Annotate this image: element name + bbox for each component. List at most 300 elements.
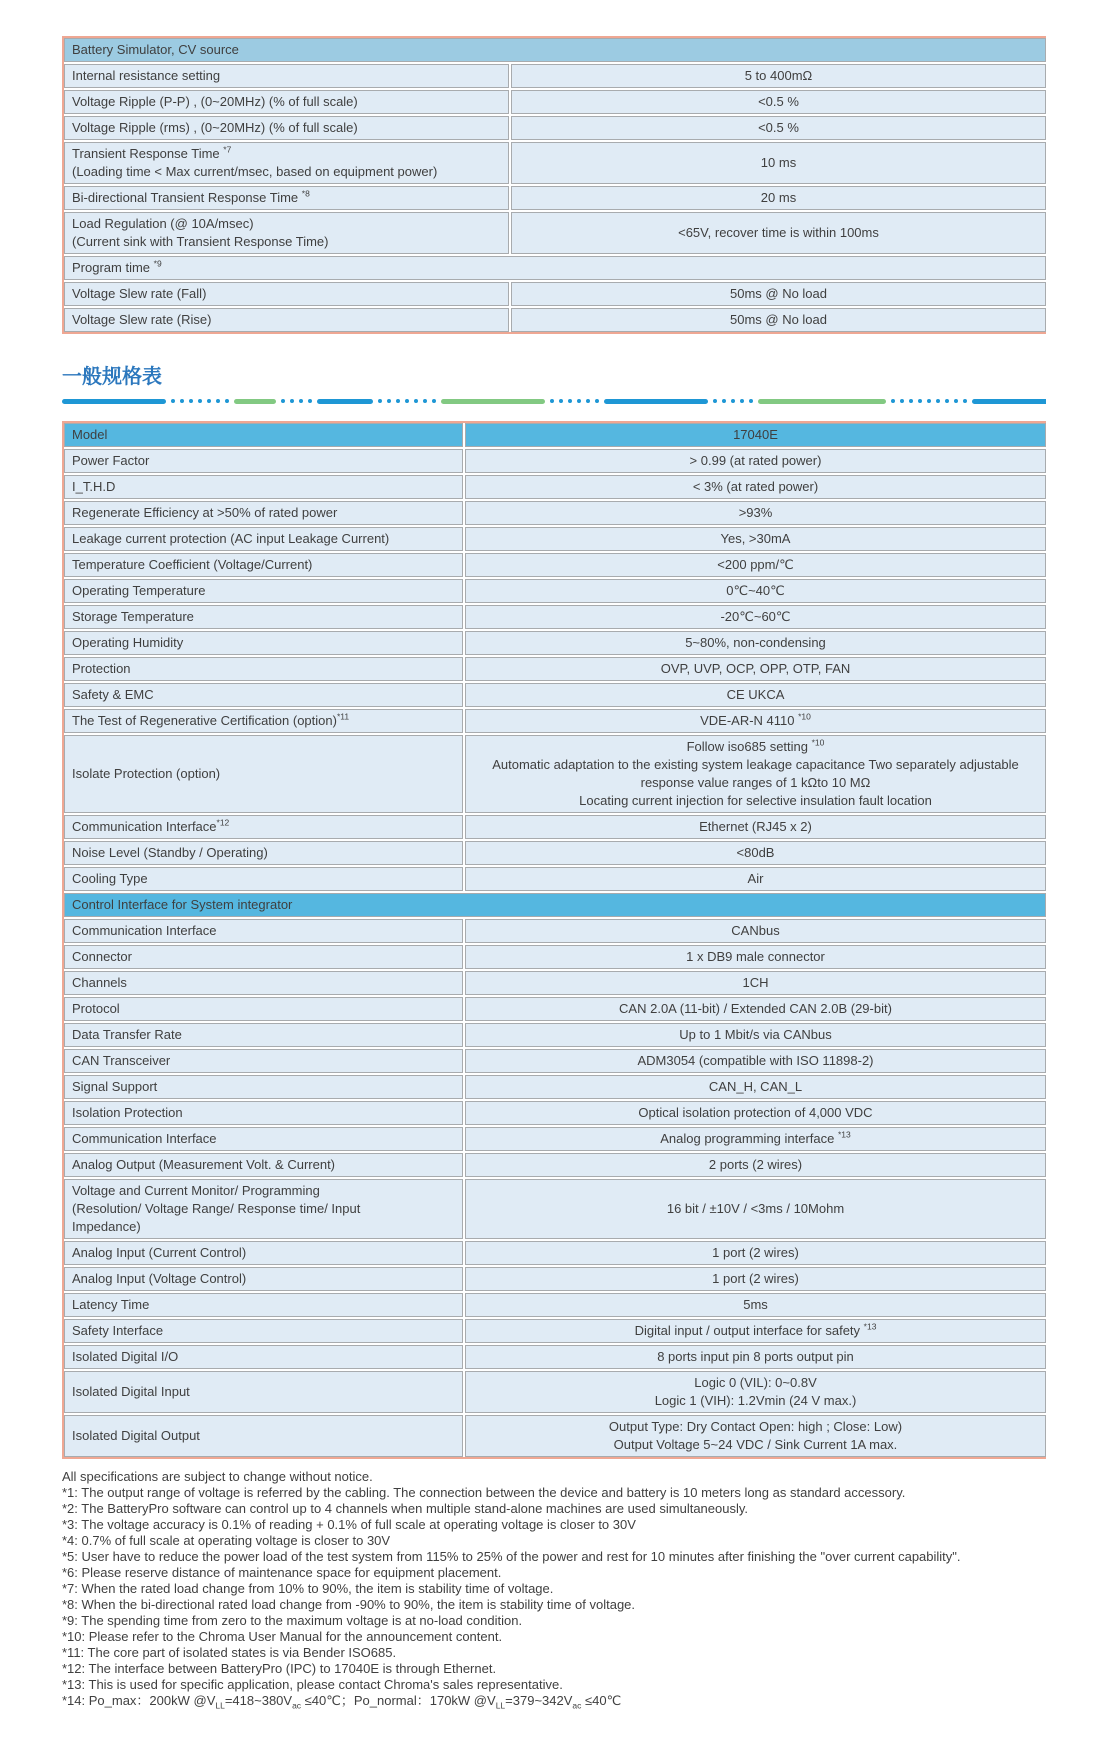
text-line: 1CH [742,975,769,990]
separator-dot [414,399,418,403]
table-row [64,90,1046,114]
spec-value-cell [465,945,1046,969]
general-spec-table [62,421,1046,1459]
text-line: (Current sink with Transient Response Time) [72,234,329,249]
table-row [64,212,1046,254]
separator-dot [731,399,735,403]
spec-value-cell [465,997,1046,1021]
table-row [64,1049,1046,1073]
spec-value-cell [465,1179,1046,1239]
spec-value-cell [465,815,1046,839]
superscript-note: *13 [863,1321,877,1332]
spec-label-cell [64,631,463,655]
text-line: < 3% (at rated power) [692,479,819,494]
footnote: *1: The output range of voltage is referred by the cabling. The connection between the device and battery is 10 meters long as standard accessory. [62,1485,906,1500]
text-line: Isolated Digital Output [72,1428,200,1443]
spec-value-cell [465,1101,1046,1125]
separator-dot [740,399,744,403]
spec-label-cell [64,945,463,969]
separator-dot [722,399,726,403]
separator-dot [586,399,590,403]
text-line: Signal Support [72,1079,158,1094]
text-line: Yes, >30mA [720,531,791,546]
table-row [64,1241,1046,1265]
text-line: Isolated Digital Input [72,1384,190,1399]
section-title: 一般规格表 [62,366,162,388]
table-header-row [64,38,1046,62]
text-line: Operating Temperature [72,583,206,598]
text-line: Leakage current protection (AC input Leakage Current) [72,531,390,546]
table-row [64,186,1046,210]
table-row [64,735,1046,813]
text-line: Analog Input (Voltage Control) [72,1271,247,1286]
table-row [64,475,1046,499]
text-line: Analog programming interface $^{*13}$ [660,1129,851,1146]
text-line: <0.5 % [758,94,799,109]
subscript-note: LL [495,1700,506,1711]
spec-label-cell [64,1293,463,1317]
subscript-note: LL [215,1700,225,1711]
separator-bar [62,399,166,404]
table-row [64,1179,1046,1239]
table-row [64,256,1046,280]
table-row [64,308,1046,332]
footnote: *5: User have to reduce the power load of the test system from 115% to 25% of the power and rest for 10 minutes after finishing the "over current capability". [62,1549,961,1564]
text-line: CANbus [731,923,780,938]
text-line: <65V, recover time is within 100ms [678,225,879,240]
spec-label-cell [64,1153,463,1177]
footnote: *12: The interface between BatteryPro (IPC) to 17040E is through Ethernet. [62,1661,497,1676]
table-row [64,116,1046,140]
table-row [64,867,1046,891]
table-row [64,1293,1046,1317]
text-line: Control Interface for System integrator [72,897,293,912]
subscript-note: ac [572,1700,582,1711]
separator-dot [171,399,175,403]
text-line: Optical isolation protection of 4,000 VDC [638,1105,873,1120]
table-row [64,1267,1046,1291]
text-line: Storage Temperature [72,609,194,624]
text-line: Connector [72,949,132,964]
text-line: Air [747,871,764,886]
text-line: Voltage Ripple (rms) , (0~20MHz) (% of full scale) [72,120,358,135]
spec-label-cell [64,867,463,891]
footnote: *3: The voltage accuracy is 0.1% of reading + 0.1% of full scale at operating voltage is closer to 30V [62,1517,636,1532]
text-line: Logic 0 (VIL): 0~0.8V [694,1375,817,1390]
spec-value-cell [465,449,1046,473]
footnote: All specifications are subject to change without notice. [62,1469,373,1484]
text-line: Safety Interface [72,1323,164,1338]
spec-value-cell [465,605,1046,629]
spec-label-cell [64,919,463,943]
text-line: Output Voltage 5~24 VDC / Sink Current 1A max. [613,1437,898,1452]
spec-label-cell [64,256,1046,280]
table-row [64,1345,1046,1369]
spec-value-cell [511,186,1046,210]
spec-label-cell [64,186,509,210]
separator-dot [891,399,895,403]
table-row [64,1075,1046,1099]
separator-dot [900,399,904,403]
text-line: Program time $^{*9}$ [72,258,162,275]
spec-label-cell [64,116,509,140]
spec-value-cell [465,553,1046,577]
spec-value-cell [511,64,1046,88]
spec-label-cell [64,527,463,551]
spec-value-cell [465,735,1046,813]
text-line: Communication Interface [72,923,217,938]
spec-value-cell [465,475,1046,499]
text-line: <80dB [736,845,775,860]
text-line: CAN_H, CAN_L [708,1079,803,1094]
spec-value-cell [465,841,1046,865]
separator-dot [216,399,220,403]
text-line: Internal resistance setting [72,68,221,83]
spec-label-cell [64,282,509,306]
footnote: *13: This is used for specific application, please contact Chroma's sales representative. [62,1677,563,1692]
text-line: The Test of Regenerative Certification (option)$^{*11}$ [72,711,350,728]
text-line: Impedance) [72,1219,141,1234]
superscript-note: *7 [223,144,232,155]
text-line: Transient Response Time $^{*7}$ [72,144,232,161]
battery-simulator-table [62,36,1046,334]
spec-label-cell [64,308,509,332]
table-header-cell [64,38,1046,62]
spec-value-cell [465,1267,1046,1291]
spec-label-cell [64,1101,463,1125]
text-line: 5~80%, non-condensing [685,635,826,650]
spec-label-cell [64,1023,463,1047]
table-row [64,1023,1046,1047]
spec-label-cell [64,90,509,114]
separator-dot [963,399,967,403]
text-line: Regenerate Efficiency at >50% of rated power [72,505,338,520]
section-header-cell [64,893,1046,917]
separator-bar [441,399,545,404]
text-line: Isolation Protection [72,1105,183,1120]
subscript-note: ac [292,1700,302,1711]
spec-value-cell [465,709,1046,733]
spec-label-cell [64,1127,463,1151]
separator-dot [954,399,958,403]
spec-value-cell [465,1075,1046,1099]
text-line: Protocol [72,1001,120,1016]
separator-dot [378,399,382,403]
text-line: 16 bit / ±10V / <3ms / 10Mohm [666,1201,845,1216]
separator-dot [568,399,572,403]
spec-value-cell [465,1293,1046,1317]
text-line: <0.5 % [758,120,799,135]
separator-bar [758,399,886,404]
separator-dot [207,399,211,403]
separator-dot [396,399,400,403]
spec-value-cell [465,971,1046,995]
footnote: *6: Please reserve distance of maintenance space for equipment placement. [62,1565,502,1580]
spec-value-cell [465,1127,1046,1151]
text-line: I_T.H.D [72,479,116,494]
text-line: Follow iso685 setting $^{*10}$ [686,737,825,754]
table-row [64,919,1046,943]
text-line: 5ms [743,1297,768,1312]
text-line: Cooling Type [72,871,148,886]
spec-value-cell [511,282,1046,306]
spec-label-cell [64,709,463,733]
spec-value-cell [465,501,1046,525]
table-row [64,657,1046,681]
separator-bar [604,399,708,404]
text-line: 1 x DB9 male connector [686,949,825,964]
footnote: *8: When the bi-directional rated load change from -90% to 90%, the item is stability time of voltage. [62,1597,636,1612]
text-line: Voltage Slew rate (Rise) [72,312,212,327]
spec-value-cell [465,631,1046,655]
spec-label-cell [64,553,463,577]
spec-label-cell [64,142,509,184]
text-line: (Loading time < Max current/msec, based on equipment power) [72,164,438,179]
text-line: Load Regulation (@ 10A/msec) [72,216,254,231]
spec-value-cell [465,683,1046,707]
table-row [64,631,1046,655]
spec-value-cell [465,919,1046,943]
superscript-note: *8 [301,188,310,199]
text-line: Analog Output (Measurement Volt. & Current) [72,1157,336,1172]
text-line: Analog Input (Current Control) [72,1245,247,1260]
text-line: Isolate Protection (option) [72,766,221,781]
separator-bar [234,399,276,404]
spec-label-cell [64,657,463,681]
separator-dot [387,399,391,403]
text-line: CAN 2.0A (11-bit) / Extended CAN 2.0B (29-bit) [619,1001,892,1016]
text-line: -20℃~60℃ [720,609,791,624]
separator-dot [189,399,193,403]
table-row [64,142,1046,184]
spec-value-cell [511,90,1046,114]
separator-dot [909,399,913,403]
text-line: Model [72,427,108,442]
text-line: >93% [738,505,773,520]
spec-value-cell [465,527,1046,551]
separator-dot [749,399,753,403]
text-line: 20 ms [760,190,797,205]
table-row [64,841,1046,865]
spec-value-cell [465,1371,1046,1413]
spec-label-cell [64,475,463,499]
footnote: *11: The core part of isolated states is via Bender ISO685. [62,1645,397,1660]
spec-label-cell [64,1371,463,1413]
text-line: 1 port (2 wires) [712,1271,799,1286]
text-line: OVP, UVP, OCP, OPP, OTP, FAN [660,661,851,676]
separator-dot [198,399,202,403]
superscript-note: *11 [336,711,350,722]
table-row [64,1371,1046,1413]
spec-value-cell [465,579,1046,603]
table-row [64,815,1046,839]
separator-dot [281,399,285,403]
table-row [64,527,1046,551]
spec-label-cell [64,423,463,447]
spec-label-cell [64,1345,463,1369]
text-line: > 0.99 (at rated power) [689,453,822,468]
text-line: 17040E [733,427,778,442]
spec-label-cell [64,971,463,995]
table-row [64,1415,1046,1457]
footnote: *2: The BatteryPro software can control up to 4 channels when multiple stand-alone machines are used simultaneously. [62,1501,749,1516]
text-line: Ethernet (RJ45 x 2) [699,819,812,834]
text-line: Voltage and Current Monitor/ Programming [72,1183,320,1198]
spec-label-cell [64,579,463,603]
spec-label-cell [64,735,463,813]
spec-label-cell [64,1049,463,1073]
footnote: *9: The spending time from zero to the maximum voltage is at no-load condition. [62,1613,523,1628]
spec-label-cell [64,815,463,839]
table-row [64,605,1046,629]
separator-dot [577,399,581,403]
table-row [64,1127,1046,1151]
text-line: Protection [72,661,131,676]
text-line: Logic 1 (VIH): 1.2Vmin (24 V max.) [654,1393,857,1408]
text-line: CAN Transceiver [72,1053,171,1068]
text-line: Channels [72,975,127,990]
text-line: Latency Time [72,1297,150,1312]
spec-value-cell [465,1153,1046,1177]
text-line: Communication Interface [72,1131,217,1146]
separator-dot [432,399,436,403]
table-row [64,64,1046,88]
text-line: Isolated Digital I/O [72,1349,179,1364]
table-row [64,449,1046,473]
text-line: Voltage Ripple (P-P) , (0~20MHz) (% of full scale) [72,94,358,109]
text-line: Voltage Slew rate (Fall) [72,286,207,301]
spec-value-cell [511,308,1046,332]
text-line: Safety & EMC [72,687,154,702]
table-row [64,997,1046,1021]
text-line: Operating Humidity [72,635,184,650]
text-line: 1 port (2 wires) [712,1245,799,1260]
text-line: <200 ppm/℃ [717,557,794,572]
table-row [64,553,1046,577]
text-line: 2 ports (2 wires) [708,1157,803,1172]
separator-dot [290,399,294,403]
decorative-separator [62,398,1046,404]
spec-value-cell [465,1345,1046,1369]
footnotes [62,1469,1052,1709]
table-row [64,683,1046,707]
table-row [64,709,1046,733]
separator-dot [595,399,599,403]
spec-label-cell [64,1267,463,1291]
spec-label-cell [64,1075,463,1099]
spec-value-cell [511,212,1046,254]
text-line: Automatic adaptation to the existing system leakage capacitance Two separately adjustable response value ranges of 1 kΩto 10 MΩ [492,757,1019,790]
text-line: Battery Simulator, CV source [72,42,239,57]
table-row [64,1101,1046,1125]
footnote: *10: Please refer to the Chroma User Manual for the announcement content. [62,1629,503,1644]
spec-value-cell [465,1319,1046,1343]
text-line: Data Transfer Rate [72,1027,182,1042]
spec-label-cell [64,997,463,1021]
spec-label-cell [64,605,463,629]
table-row [64,501,1046,525]
text-line: Power Factor [72,453,150,468]
text-line: Output Type: Dry Contact Open: high ; Close: Low) [608,1419,903,1434]
text-line: Bi-directional Transient Response Time $^{*8}$ [72,188,310,205]
separator-dot [299,399,303,403]
text-line: 50ms @ No load [729,312,828,327]
text-line: VDE-AR-N 4110 $^{*10}$ [700,711,811,728]
text-line: ADM3054 (compatible with ISO 11898-2) [637,1053,874,1068]
text-line: Communication Interface$^{*12}$ [72,817,230,834]
superscript-note: *13 [838,1129,851,1140]
separator-dot [405,399,409,403]
spec-label-cell [64,212,509,254]
footnote: *7: When the rated load change from 10% to 90%, the item is stability time of voltage. [62,1581,554,1596]
text-line: Noise Level (Standby / Operating) [72,845,268,860]
table-row [64,893,1046,917]
text-line: Digital input / output interface for safety $^{*13}$ [634,1321,877,1338]
spec-value-cell [465,1023,1046,1047]
spec-label-cell [64,841,463,865]
text-line: 5 to 400mΩ [744,68,813,83]
spec-value-cell [465,423,1046,447]
separator-dot [945,399,949,403]
separator-dot [225,399,229,403]
spec-label-cell [64,683,463,707]
table-row [64,1153,1046,1177]
separator-dot [918,399,922,403]
text-line: 0℃~40℃ [726,583,785,598]
separator-dot [936,399,940,403]
spec-label-cell [64,1241,463,1265]
separator-dot [308,399,312,403]
spec-label-cell [64,449,463,473]
spec-label-cell [64,1179,463,1239]
text-line: Up to 1 Mbit/s via CANbus [679,1027,832,1042]
spec-value-cell [465,1241,1046,1265]
table-row [64,579,1046,603]
text-line: Locating current injection for selective insulation fault location [579,793,932,808]
spec-label-cell [64,64,509,88]
superscript-note: *10 [811,737,825,748]
spec-label-cell [64,501,463,525]
table-row [64,1319,1046,1343]
text-line: CE UKCA [726,687,785,702]
text-line: 8 ports input pin 8 ports output pin [657,1349,854,1364]
table-row [64,945,1046,969]
spec-value-cell [511,142,1046,184]
text-line: Temperature Coefficient (Voltage/Current) [72,557,313,572]
spec-value-cell [465,1415,1046,1457]
table-row [64,282,1046,306]
table-row [64,971,1046,995]
text-line: 10 ms [760,155,797,170]
spec-label-cell [64,1415,463,1457]
superscript-note: *10 [798,711,811,722]
superscript-note: *12 [216,817,230,828]
separator-bar [317,399,373,404]
spec-value-cell [511,116,1046,140]
footnote: *14: Po_max：200kW $@V_{LL}=418\sim 380V_{ac}$ ≤40℃；Po_normal：170kW $@V_{LL}=379\sim 342V_{ac}$ ≤40℃ [62,1693,622,1711]
separator-dot [559,399,563,403]
spec-value-cell [465,867,1046,891]
spec-value-cell [465,1049,1046,1073]
table-row [64,423,1046,447]
separator-dot [180,399,184,403]
text-line: (Resolution/ Voltage Range/ Response time/ Input [72,1201,361,1216]
separator-bar [972,399,1046,404]
superscript-note: *9 [153,258,162,269]
spec-value-cell [465,657,1046,681]
separator-dot [550,399,554,403]
separator-dot [423,399,427,403]
